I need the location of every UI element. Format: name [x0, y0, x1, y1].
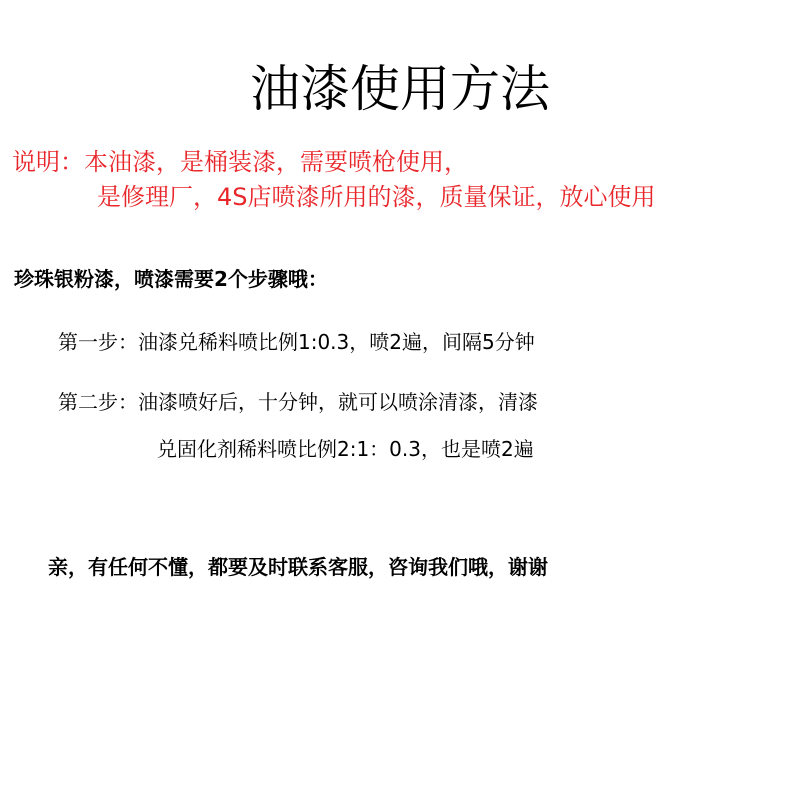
note-line-1: 说明：本油漆，是桶装漆，需要喷枪使用， — [12, 148, 468, 176]
page-title: 油漆使用方法 — [250, 60, 550, 118]
step-two-line-2: 兑固化剂稀料喷比例2:1：0.3，也是喷2遍 — [157, 437, 534, 461]
step-one: 第一步：油漆兑稀料喷比例1:0.3，喷2遍，间隔5分钟 — [58, 330, 535, 354]
closing-message: 亲，有任何不懂，都要及时联系客服，咨询我们哦，谢谢 — [48, 555, 548, 579]
step-two-line-1: 第二步：油漆喷好后，十分钟，就可以喷涂清漆，清漆 — [58, 390, 538, 414]
section-heading: 珍珠银粉漆，喷漆需要2个步骤哦： — [14, 267, 328, 291]
note-line-2: 是修理厂，4S店喷漆所用的漆，质量保证，放心使用 — [97, 183, 656, 211]
